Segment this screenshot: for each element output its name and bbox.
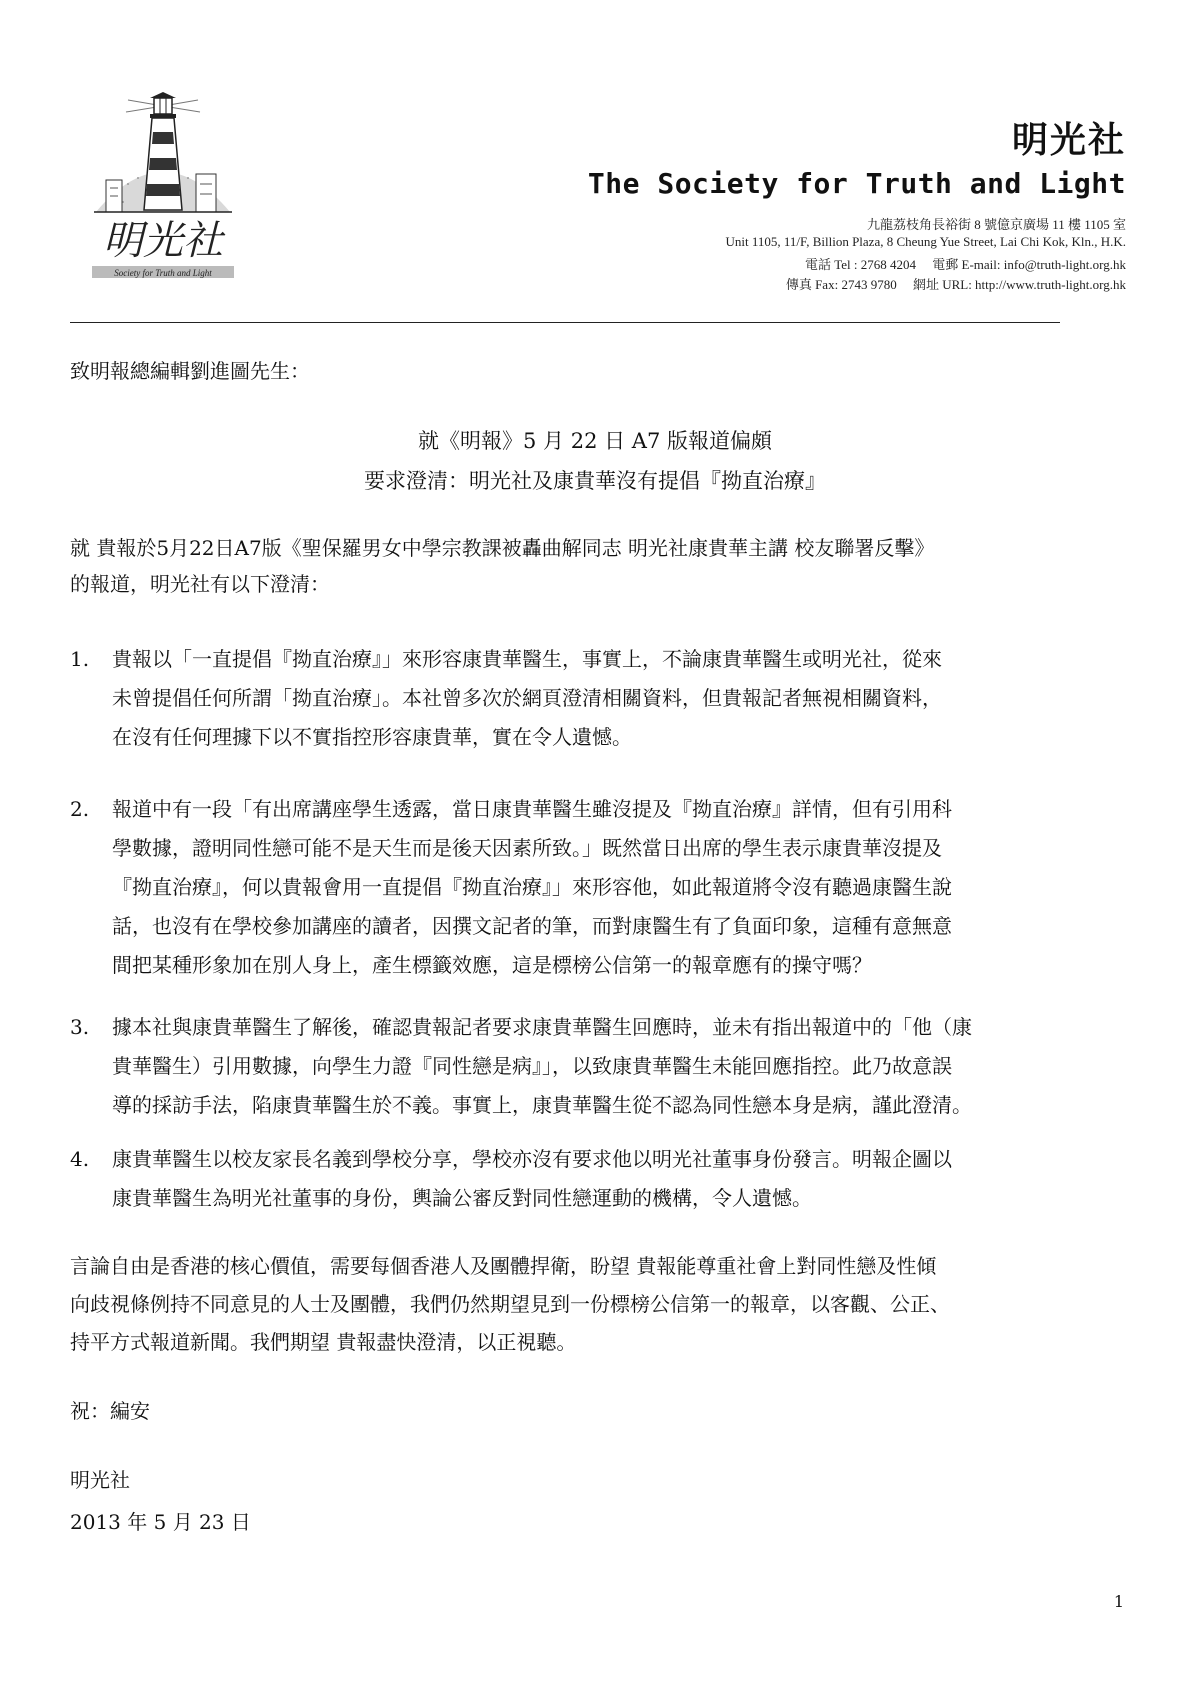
point-line: 貴華醫生）引用數據，向學生力證『同性戀是病』」，以致康貴華醫生未能回應指控。此乃故意誤 [112,1054,952,1078]
point-line: 話，也沒有在學校參加講座的讀者，因撰文記者的筆，而對康醫生有了負面印象，這種有意無意 [112,914,952,938]
intro-paragraph [70,530,1120,602]
point-line: 報道中有一段「有出席講座學生透露，當日康貴華醫生雖沒提及『拗直治療』詳情，但有引用科 [112,797,952,821]
point-line: 未曾提倡任何所謂「拗直治療」。本社曾多次於網頁澄清相關資料，但貴報記者無視相關資料， [112,686,942,710]
org-name-en: The Society for Truth and Light [587,167,1126,200]
closing-line: 言論自由是香港的核心價值，需要每個香港人及團體捍衛，盼望 貴報能尊重社會上對同性戀及性傾 [70,1254,937,1278]
closing-line: 持平方式報道新聞。我們期望 貴報盡快澄清，以正視聽。 [70,1330,577,1354]
point-number: 3. [70,1015,90,1039]
point-line: 貴報以「一直提倡『拗直治療』」來形容康貴華醫生，事實上，不論康貴華醫生或明光社，從來 [112,647,942,671]
logo-caption: Society for Truth and Light [114,268,212,278]
signature-date: 2013 年 5 月 23 日 [70,1510,251,1534]
point-text [112,640,1122,757]
page-number: 1 [1113,1592,1124,1611]
point-number: 2. [70,797,90,821]
intro-line: 就 貴報於5月22日A7版《聖保羅男女中學宗教課被轟曲解同志 明光社康貴華主講 校友聯署反擊》 [70,536,935,560]
org-name-zh: 明光社 [1011,120,1126,161]
closing-line: 向歧視條例持不同意見的人士及團體，我們仍然期望見到一份標榜公信第一的報章，以客觀、公正、 [70,1292,950,1316]
point-line: 學數據，證明同性戀可能不是天生而是後天因素所致。」既然當日出席的學生表示康貴華沒提及 [112,836,942,860]
logo-text: 明光社 [103,218,223,264]
address-zh: 九龍荔枝角長裕街 8 號億京廣場 11 樓 1105 室 [866,217,1126,232]
contact-fax-url: 傳真 Fax: 2743 9780 網址 URL: http://www.truth-light.org.hk [785,277,1126,292]
point-number: 1. [70,647,90,671]
point-line: 據本社與康貴華醫生了解後，確認貴報記者要求康貴華醫生回應時，並未有指出報道中的「他（康 [112,1015,972,1039]
point-line: 導的採訪手法，陷康貴華醫生於不義。事實上，康貴華醫生從不認為同性戀本身是病，謹此澄清。 [112,1093,972,1117]
salutation: 致明報總編輯劉進圖先生： [70,359,310,383]
regards: 祝：編安 [70,1399,150,1423]
point-text [112,1140,1122,1218]
letter-title-line-1: 就《明報》5 月 22 日 A7 版報道偏頗 [418,429,772,453]
lighthouse-logo [88,92,238,292]
point-number: 4. [70,1147,90,1171]
point-line: 康貴華醫生以校友家長名義到學校分享，學校亦沒有要求他以明光社董事身份發言。明報企圖以 [112,1147,952,1171]
signature-org: 明光社 [70,1468,130,1492]
lighthouse-icon [88,92,238,292]
point-line: 康貴華醫生為明光社董事的身份，輿論公審反對同性戀運動的機構，令人遺憾。 [112,1186,812,1210]
intro-line: 的報道，明光社有以下澄清： [70,572,330,596]
point-line: 間把某種形象加在別人身上，產生標籤效應，這是標榜公信第一的報章應有的操守嗎？ [112,953,872,977]
contact-tel-email: 電話 Tel : 2768 4204 電郵 E-mail: info@truth-light.org.hk [805,257,1126,272]
point-line: 在沒有任何理據下以不實指控形容康貴華，實在令人遺憾。 [112,725,632,749]
point-line: 『拗直治療』，何以貴報會用一直提倡『拗直治療』」來形容他，如此報道將令沒有聽過康醫生說 [112,875,952,899]
point-text [112,790,1122,985]
point-text [112,1008,1122,1125]
address-en: Unit 1105, 11/F, Billion Plaza, 8 Cheung Yue Street, Lai Chi Kok, Kln., H.K. [725,234,1126,249]
letter-title-line-2: 要求澄清：明光社及康貴華沒有提倡『拗直治療』 [364,469,826,493]
header-divider [70,322,1060,323]
closing-paragraph [70,1247,950,1361]
